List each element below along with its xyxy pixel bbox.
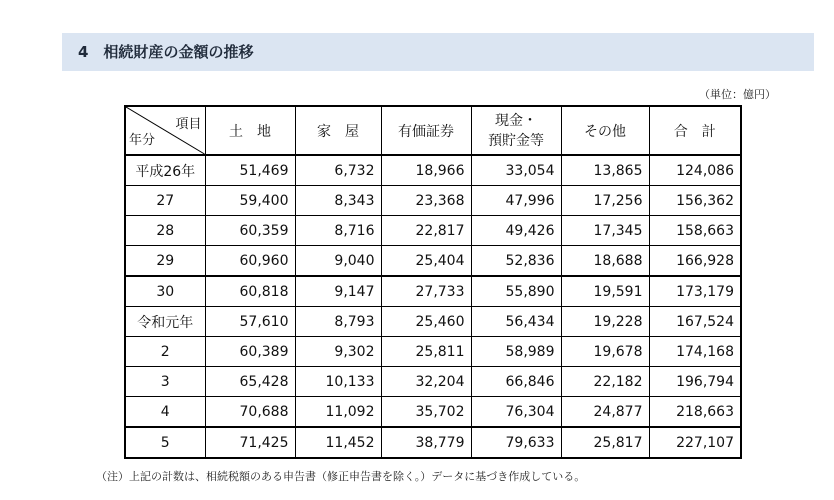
- header-total: 合 計: [649, 106, 741, 155]
- other-cell: 13,865: [561, 155, 649, 186]
- cash-deposits-cell: 76,304: [471, 397, 561, 428]
- cash-deposits-cell: 55,890: [471, 276, 561, 307]
- year-cell: 平成26年: [125, 155, 205, 186]
- cash-deposits-cell: 49,426: [471, 216, 561, 246]
- table-row: [125, 246, 741, 277]
- table-body: [125, 155, 741, 458]
- table-row: [125, 216, 741, 246]
- house-cell: 8,793: [295, 307, 381, 337]
- header-row: [125, 106, 741, 155]
- house-cell: 8,343: [295, 186, 381, 216]
- header-land: 土 地: [205, 106, 295, 155]
- cash-deposits-cell: 33,054: [471, 155, 561, 186]
- table-row: [125, 397, 741, 428]
- land-cell: 60,960: [205, 246, 295, 277]
- other-cell: 17,256: [561, 186, 649, 216]
- header-cash: [471, 106, 561, 155]
- cash-deposits-cell: 47,996: [471, 186, 561, 216]
- table-row: [125, 337, 741, 367]
- year-cell: 4: [125, 397, 205, 428]
- total-cell: 158,663: [649, 216, 741, 246]
- other-cell: 24,877: [561, 397, 649, 428]
- header-other: その他: [561, 106, 649, 155]
- securities-cell: 25,404: [381, 246, 471, 277]
- table-row: [125, 186, 741, 216]
- house-cell: 6,732: [295, 155, 381, 186]
- other-cell: 19,678: [561, 337, 649, 367]
- other-cell: 22,182: [561, 367, 649, 397]
- cash-deposits-cell: 66,846: [471, 367, 561, 397]
- total-cell: 124,086: [649, 155, 741, 186]
- land-cell: 51,469: [205, 155, 295, 186]
- year-cell: 29: [125, 246, 205, 277]
- year-cell: 2: [125, 337, 205, 367]
- total-cell: 167,524: [649, 307, 741, 337]
- securities-cell: 18,966: [381, 155, 471, 186]
- securities-cell: 23,368: [381, 186, 471, 216]
- land-cell: 70,688: [205, 397, 295, 428]
- securities-cell: 35,702: [381, 397, 471, 428]
- other-cell: 18,688: [561, 246, 649, 277]
- cash-deposits-cell: 58,989: [471, 337, 561, 367]
- securities-cell: 25,811: [381, 337, 471, 367]
- other-cell: 25,817: [561, 427, 649, 458]
- year-cell: 30: [125, 276, 205, 307]
- securities-cell: 32,204: [381, 367, 471, 397]
- land-cell: 65,428: [205, 367, 295, 397]
- securities-cell: 27,733: [381, 276, 471, 307]
- corner-year-label: 年分: [129, 133, 156, 148]
- land-cell: 60,389: [205, 337, 295, 367]
- year-cell: 3: [125, 367, 205, 397]
- table-row: [125, 307, 741, 337]
- total-cell: 156,362: [649, 186, 741, 216]
- total-cell: 166,928: [649, 246, 741, 277]
- year-cell: 5: [125, 427, 205, 458]
- inheritance-assets-table: [124, 105, 742, 459]
- unit-label: （単位：億円）: [699, 88, 776, 101]
- year-cell: 令和元年: [125, 307, 205, 337]
- house-cell: 9,147: [295, 276, 381, 307]
- other-cell: 19,591: [561, 276, 649, 307]
- house-cell: 9,040: [295, 246, 381, 277]
- total-cell: 173,179: [649, 276, 741, 307]
- house-cell: 10,133: [295, 367, 381, 397]
- house-cell: 8,716: [295, 216, 381, 246]
- other-cell: 19,228: [561, 307, 649, 337]
- table-row: [125, 427, 741, 458]
- securities-cell: 38,779: [381, 427, 471, 458]
- securities-cell: 22,817: [381, 216, 471, 246]
- year-cell: 27: [125, 186, 205, 216]
- corner-header: [125, 106, 205, 155]
- house-cell: 11,092: [295, 397, 381, 428]
- cash-deposits-cell: 79,633: [471, 427, 561, 458]
- total-cell: 174,168: [649, 337, 741, 367]
- section-title: 4 相続財産の金額の推移: [62, 33, 814, 71]
- year-cell: 28: [125, 216, 205, 246]
- house-cell: 9,302: [295, 337, 381, 367]
- land-cell: 59,400: [205, 186, 295, 216]
- total-cell: 227,107: [649, 427, 741, 458]
- table-row: [125, 155, 741, 186]
- header-house: 家 屋: [295, 106, 381, 155]
- table-row: [125, 276, 741, 307]
- land-cell: 60,818: [205, 276, 295, 307]
- cash-deposits-cell: 52,836: [471, 246, 561, 277]
- land-cell: 71,425: [205, 427, 295, 458]
- total-cell: 196,794: [649, 367, 741, 397]
- header-cash-line2: 預貯金等: [488, 132, 544, 149]
- land-cell: 57,610: [205, 307, 295, 337]
- table-row: [125, 367, 741, 397]
- corner-item-label: 項目: [175, 117, 202, 132]
- land-cell: 60,359: [205, 216, 295, 246]
- securities-cell: 25,460: [381, 307, 471, 337]
- header-securities: 有価証券: [381, 106, 471, 155]
- footnote: （注）上記の計数は、相続税額のある申告書（修正申告書を除く。）データに基づき作成している。: [96, 470, 586, 483]
- house-cell: 11,452: [295, 427, 381, 458]
- total-cell: 218,663: [649, 397, 741, 428]
- header-cash-line1: 現金・: [495, 112, 537, 129]
- cash-deposits-cell: 56,434: [471, 307, 561, 337]
- other-cell: 17,345: [561, 216, 649, 246]
